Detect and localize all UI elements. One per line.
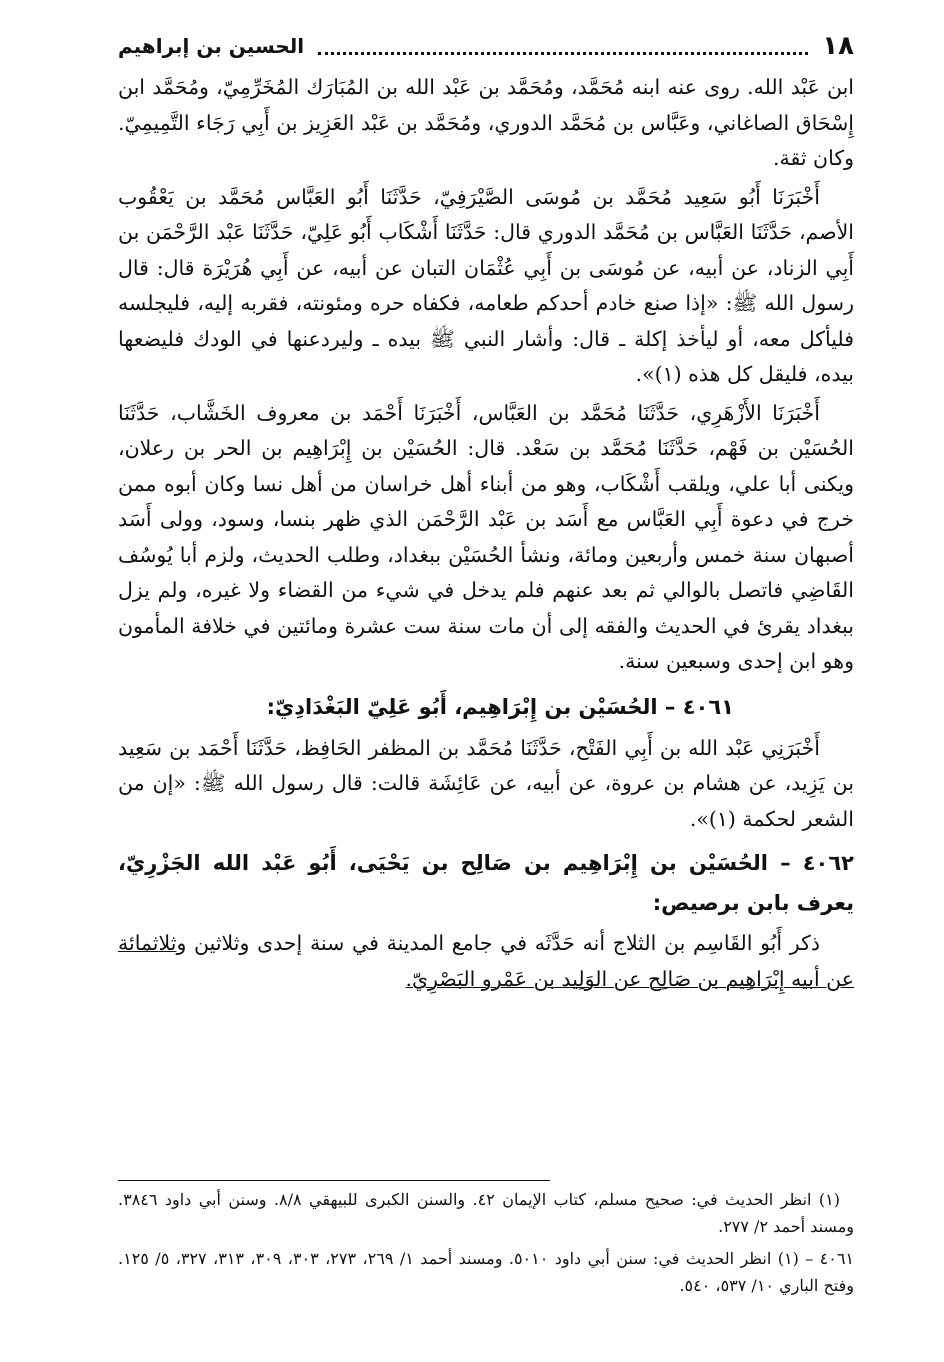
entry-4061-heading: ٤٠٦١ – الحُسَيْن بن إِبْرَاهِيم، أَبُو عَلِيّ البَغْدَادِيّ: [266, 694, 734, 719]
footnote-separator [118, 1180, 550, 1181]
main-text [118, 70, 854, 997]
page-number: ١٨ [822, 31, 854, 61]
header-dotted-rule [318, 38, 808, 55]
running-head: الحسين بن إبراهيم [118, 34, 305, 58]
entry-4062-heading: ٤٠٦٢ – الحُسَيْن بن إِبْرَاهِيم بن صَالِح بن يَحْيَى، أَبُو عَبْد الله الجَزْرِيّ، يعرف بابن برصيص: [118, 851, 854, 915]
paragraph-2: أَخْبَرَنَا أَبُو سَعِيد مُحَمَّد بن مُوسَى الصَّيْرَفِيّ، حَدَّثَنَا أَبُو العَبَّاس مُحَمَّد بن يَعْقُوب الأصم، حَدَّثَنَا العَبَّاس بن مُحَمَّد الدوري قال: حَدَّثَنَا أَشْكَاب أَبُو عَلِيّ، حَدَّثَنَا عَبْد الرَّحْمَن بن أَبِي الزناد، عن أبيه، عن مُوسَى بن أَبِي عُثْمَان التبان عن أبيه، عن أَبِي هُرَيْرَة قال: قال رسول الله ﷺ: «إذا صنع خادم أحدكم طعامه، فكفاه حره ومئونته، فقربه إليه، فليجلسه فليأكل معه، أو ليأخذ إكلة ـ قال: وأشار النبي ﷺ بيده ـ وليردعنها في الودك فليضعها بيده، فليقل كل هذه (١)». [118, 184, 854, 386]
footnote-2: ٤٠٦١ – (١) انظر الحديث في: سنن أبي داود ٥٠١٠. ومسند أحمد ١/ ٢٦٩، ٢٧٣، ٣٠٣، ٣٠٩، ٣١٣، ٣٢٧، ٥/ ١٢٥. وفتح الباري ١٠/ ٥٣٧، ٥٤٠. [118, 1249, 855, 1295]
paragraph-3: أَخْبَرَنَا الأَزْهَرِي، حَدَّثَنَا مُحَمَّد بن العَبَّاس، أَخْبَرَنَا أَحْمَد بن معروف الخَشَّاب، حَدَّثَنَا الحُسَيْن بن فَهْم، حَدَّثَنَا مُحَمَّد بن سَعْد. قال: الحُسَيْن بن إِبْرَاهِيم بن الحر بن رعلان، ويكنى أبا علي، ويلقب أَشْكَاب، وهو من أبناء أهل خراسان من أهل نسا وكان أبوه ممن خرج في دعوة أَبِي العَبَّاس مع أَسَد بن عَبْد الرَّحْمَن الذي ظهر بنسا، وسود، وولى أَسَد أصبهان سنة خمس وأربعين ومائة، ونشأ الحُسَيْن ببغداد، وطلب الحديث، ولزم أبا يُوسُف القَاضِي فاتصل بالوالي ثم بعد عنهم فلم يدخل في شيء من القضاء ولا غيره، ولم يزل ببغداد يقرئ في الحديث والفقه إلى أن مات سنة ست عشرة ومائتين في خلافة المأمون وهو ابن إحدى وسبعين سنة. [118, 400, 854, 673]
paragraph-5-part-a: ذكر أَبُو القَاسِم بن الثلاج أنه حَدَّثَه في جامع المدينة في سنة إحدى وثلاثين و [176, 931, 820, 955]
paragraph-5-underlined: ثلاثمائة عن أبيه إِبْرَاهِيم بن صَالِح عن الوَلِيد بن عَمْرو البَصْرِيّ. [118, 931, 854, 991]
footnotes [118, 1186, 854, 1299]
page-header [118, 28, 854, 64]
paragraph-4: أَخْبَرَنِي عَبْد الله بن أَبِي الفَتْح، حَدَّثَنَا مُحَمَّد بن المظفر الحَافِظ، حَدَّثَنَا أَحْمَد بن سَعِيد بن يَزِيد، عن هشام بن عروة، عن أبيه، عن عَائِشَة قالت: قال رسول الله ﷺ: «إن من الشعر لحكمة (١)». [118, 735, 854, 831]
footnote-1: (١) انظر الحديث في: صحيح مسلم، كتاب الإيمان ٤٢. والسنن الكبرى للبيهقي ٨/٨. وسنن أبي داود ٣٨٤٦. ومسند أحمد ٢/ ٢٧٧. [118, 1190, 854, 1236]
paragraph-5 [118, 926, 854, 997]
paragraph-1: ابن عَبْد الله. روى عنه ابنه مُحَمَّد، ومُحَمَّد بن عَبْد الله بن المُبَارَك المُخَرِّمِيّ، ومُحَمَّد ابن إِسْحَاق الصاغاني، وعَبَّاس بن مُحَمَّد الدوري، ومُحَمَّد بن عَبْد العَزِيز بن أَبِي رَجَاء التَّمِيمِيّ. وكان ثقة. [118, 75, 854, 170]
